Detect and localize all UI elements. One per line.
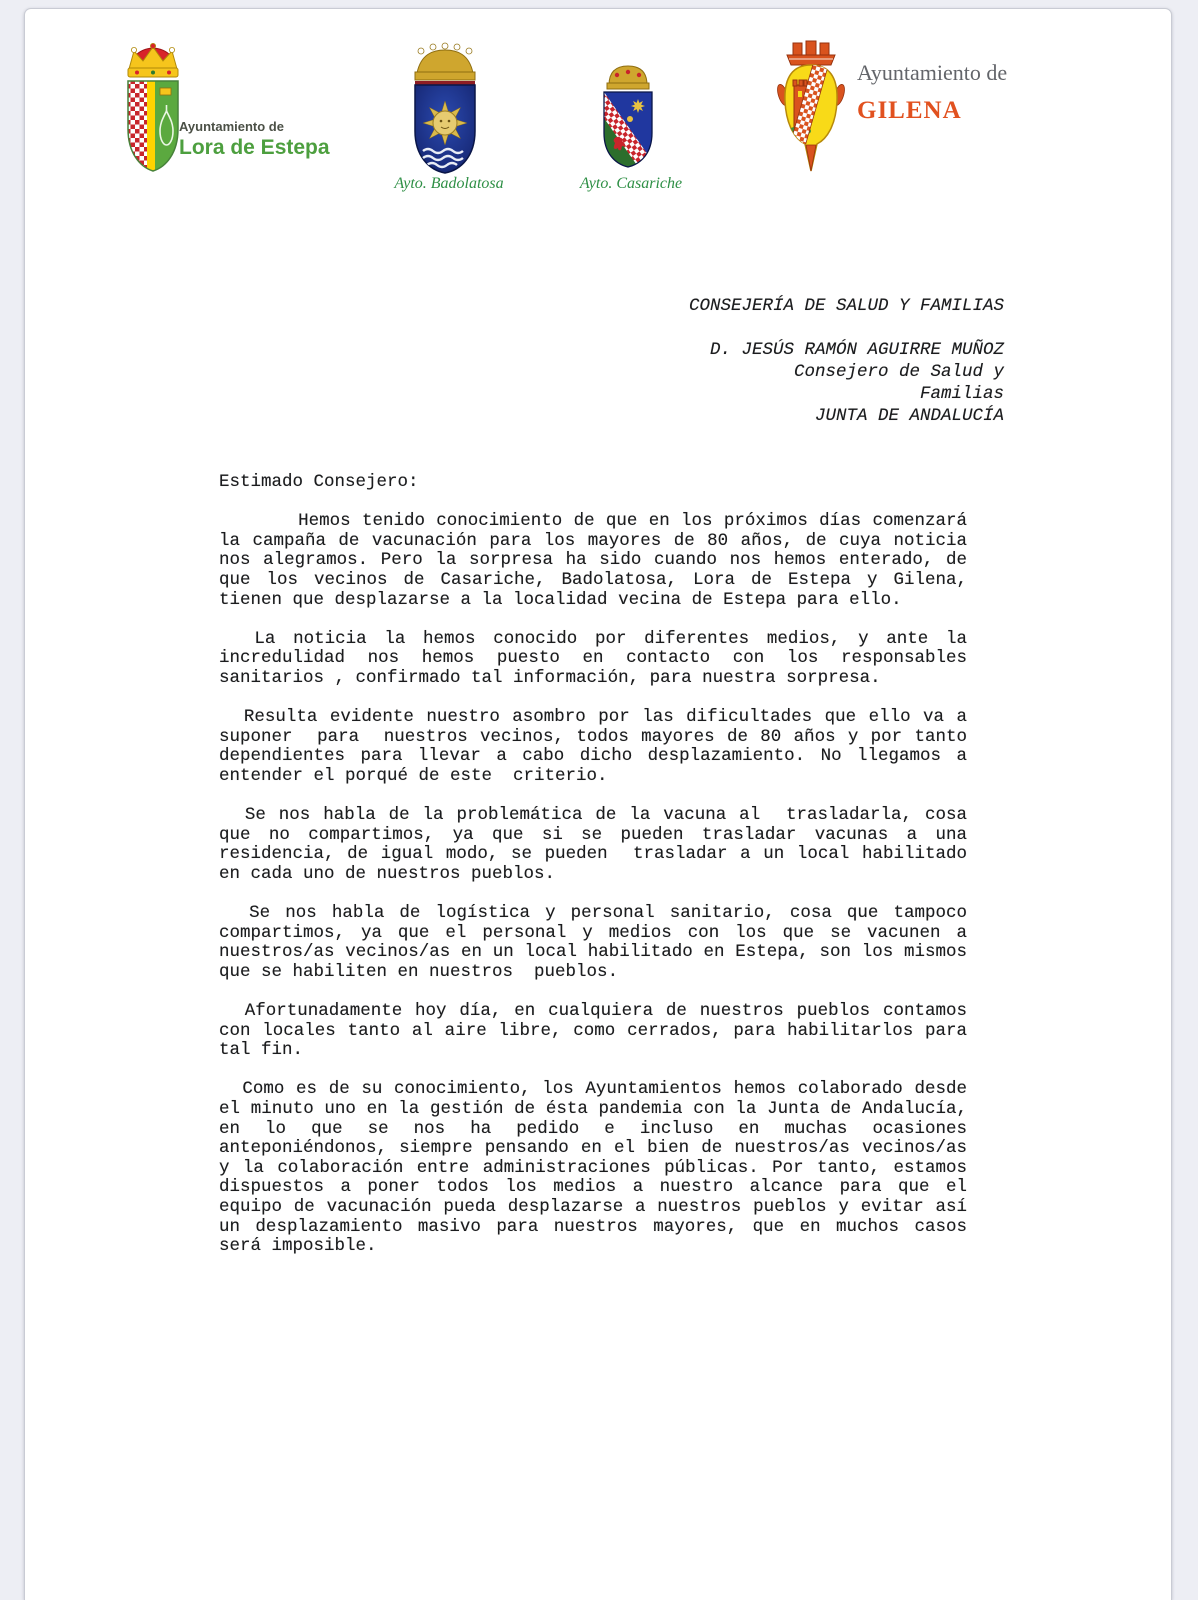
gilena-org-prefix: Ayuntamiento de: [857, 60, 1008, 85]
letter-paragraph-7: Como es de su conocimiento, los Ayuntamientos hemos colaborado desde el minuto uno en la gestión de ésta pandemia con la Junta de Andalucía, en lo que se nos ha pedido e incluso en muchas ocasiones anteponiéndonos, siempre pensando en el bien de nuestros/as vecinos/as y la colaboración entre administraciones públicas. Por tanto, estamos dispuestos a poner todos los medios a nuestro alcance para que el equipo de vacunación pueda desplazarse a nuestros pueblos y evitar así un desplazamiento masivo para nuestros mayores, que en muchos casos será imposible.: [219, 1079, 978, 1257]
recipient-block: [689, 295, 1004, 427]
recipient-title-line2: Familias: [919, 384, 1004, 404]
lora-org-name: Lora de Estepa: [179, 136, 330, 159]
recipient-title-line1: Consejero de Salud y: [793, 362, 1004, 382]
gilena-coat-of-arms-icon: [769, 39, 853, 181]
lora-org-prefix: Ayuntamiento de: [179, 119, 284, 134]
gilena-org-name: GILENA: [857, 97, 962, 124]
badolatosa-coat-of-arms-icon: [397, 39, 493, 179]
letter-page: [24, 8, 1172, 1600]
badolatosa-caption: Ayto. Badolatosa: [394, 175, 504, 192]
letter-paragraph-6: Afortunadamente hoy día, en cualquiera de nuestros pueblos contamos con locales tanto al aire libre, como cerrados, para habilitarlos para tal fin.: [219, 1001, 978, 1061]
lora-wordmark: [179, 119, 330, 160]
recipient-department: CONSEJERÍA DE SALUD Y FAMILIAS: [688, 296, 1004, 316]
letter-paragraph-5: Se nos habla de logística y personal sanitario, cosa que tampoco compartimos, ya que el personal y medios con los que se vacunen a nuestros/as vecinos/as en un local habilitado en Estepa, son los mismos que se habiliten en nuestros pueblos.: [219, 903, 978, 982]
recipient-name: D. JESÚS RAMÓN AGUIRRE MUÑOZ: [709, 340, 1004, 360]
letter-paragraph-4: Se nos habla de la problemática de la vacuna al trasladarla, cosa que no compartimos, ya que si se pueden trasladar vacunas a una residencia, de igual modo, se pueden trasladar a un local habilitado en cada uno de nuestros pueblos.: [219, 805, 978, 884]
letter-paragraph-3: Resulta evidente nuestro asombro por las dificultades que ello va a suponer para nuestros vecinos, todos mayores de 80 años y por tanto dependientes para llevar a cabo dicho desplazamiento. No llegamos a entender el porqué de este criterio.: [219, 707, 978, 786]
casariche-caption: Ayto. Casariche: [579, 175, 683, 192]
salutation: Estimado Consejero:: [219, 472, 419, 492]
recipient-government: JUNTA DE ANDALUCÍA: [814, 406, 1004, 426]
letter-body: [219, 472, 978, 1276]
casariche-coat-of-arms-icon: [597, 61, 659, 173]
letter-paragraph-1: Hemos tenido conocimiento de que en los próximos días comenzará la campaña de vacunación para los mayores de 80 años, de cuya noticia nos alegramos. Pero la sorpresa ha sido cuando nos hemos enterado, de que los vecinos de Casariche, Badolatosa, Lora de Estepa y Gilena, tienen que desplazarse a la localidad vecina de Estepa para ello.: [219, 511, 978, 610]
letter-paragraph-2: La noticia la hemos conocido por diferentes medios, y ante la incredulidad nos hemos puesto en contacto con los responsables sanitarios , confirmado tal información, para nuestra sorpresa.: [219, 628, 978, 688]
